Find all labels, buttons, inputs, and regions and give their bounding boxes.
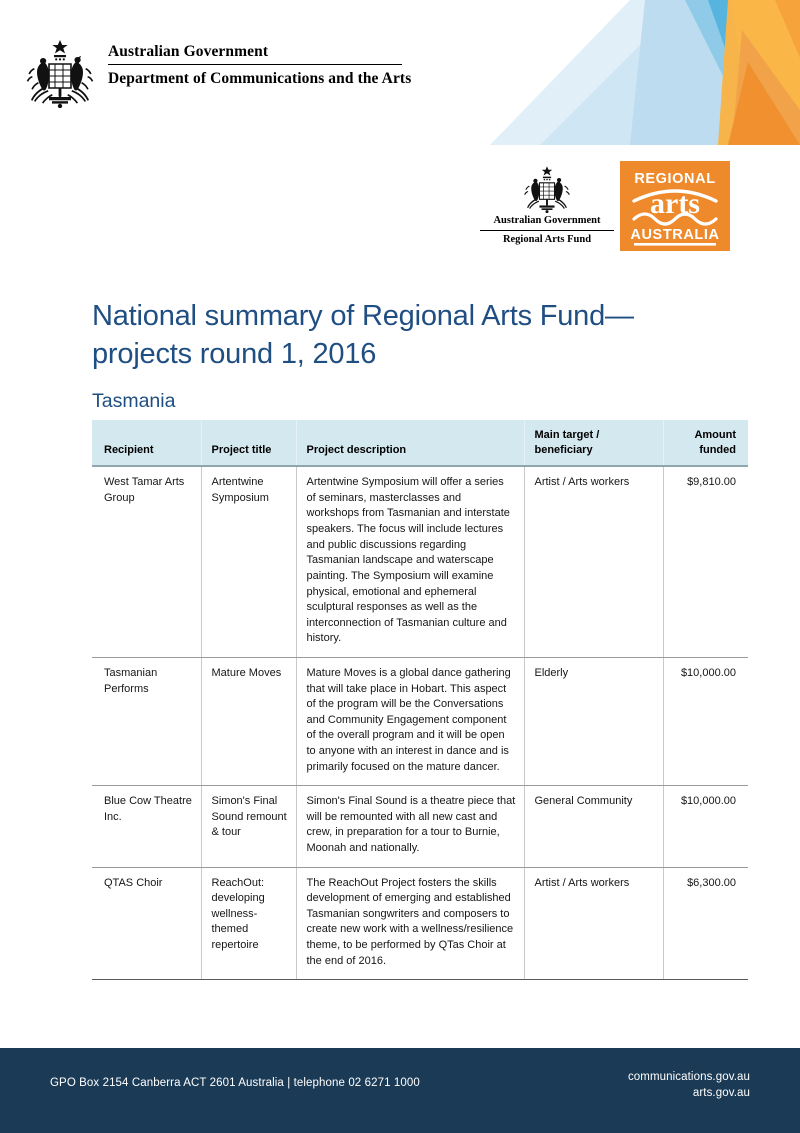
cell-project-title: Simon's Final Sound remount & tour: [201, 786, 296, 867]
page-header: [0, 0, 800, 150]
raf-program-line: Regional Arts Fund: [502, 234, 592, 245]
cell-recipient: QTAS Choir: [92, 867, 201, 980]
cell-project-description: Artentwine Symposium will offer a series of seminars, masterclasses and workshops from Tasmanian and interstate speakers. The focus will include lectures and public discussions regarding Tasmanian landscape and waterscape painting. The Symposium will examine physical, emotional and ephemeral sculptural responses as well as the interconnection of Tasmanian culture and history.: [296, 466, 524, 657]
column-header-main-target: Main target / beneficiary: [524, 420, 663, 466]
table-row: [92, 657, 748, 785]
australian-coat-of-arms-icon: [22, 38, 98, 108]
cell-main-target: Elderly: [524, 657, 663, 785]
footer-site-arts[interactable]: arts.gov.au: [692, 1086, 750, 1099]
government-wordmark: [108, 38, 411, 89]
table-body: [92, 466, 748, 980]
cell-project-title: Artentwine Symposium: [201, 466, 296, 657]
grants-table: [92, 420, 748, 980]
australian-coat-of-arms-icon: [480, 165, 614, 213]
cell-project-title: ReachOut: developing wellness-themed repertoire: [201, 867, 296, 980]
department-line: Department of Communications and the Arts: [108, 70, 412, 88]
footer-site-communications[interactable]: communications.gov.au: [627, 1071, 750, 1083]
svg-text:REGIONAL: REGIONAL: [634, 171, 716, 187]
svg-text:AUSTRALIA: AUSTRALIA: [630, 227, 720, 243]
footer-websites: [628, 1070, 750, 1101]
cell-main-target: General Community: [524, 786, 663, 867]
government-lockup: [22, 38, 411, 108]
program-logo-strip: [480, 160, 730, 252]
cell-recipient: Blue Cow Theatre Inc.: [92, 786, 201, 867]
page-title: National summary of Regional Arts Fund—projects round 1, 2016: [92, 300, 634, 370]
svg-text:arts: arts: [650, 187, 700, 220]
column-header-recipient: Recipient: [92, 420, 201, 466]
column-header-project-description: Project description: [296, 420, 524, 466]
page-subtitle: Tasmania: [92, 390, 176, 413]
cell-recipient: West Tamar Arts Group: [92, 466, 201, 657]
table-header: [92, 420, 748, 466]
column-header-amount-funded: Amount funded: [663, 420, 748, 466]
cell-project-description: The ReachOut Project fosters the skills development of emerging and established Tasmanian songwriters and composers to create new work with a wellness/resilience theme, to be performed by QTas Choir at the end of 2016.: [296, 867, 524, 980]
government-line: Australian Government: [108, 43, 269, 60]
cell-main-target: Artist / Arts workers: [524, 867, 663, 980]
cell-project-description: Mature Moves is a global dance gathering that will take place in Hobart. This aspect of the program will be the Conversations and Community Engagement component of the overall program and it will be open to anyone with an interest in dance and is primarily focused on the mature dancer.: [296, 657, 524, 785]
table-header-row: [92, 420, 748, 466]
cell-main-target: Artist / Arts workers: [524, 466, 663, 657]
cell-project-title: Mature Moves: [201, 657, 296, 785]
cell-amount-funded: $6,300.00: [663, 867, 748, 980]
table-row: [92, 466, 748, 657]
raf-divider: [480, 230, 614, 231]
regional-arts-australia-logo: [620, 161, 730, 251]
cell-amount-funded: $10,000.00: [663, 657, 748, 785]
footer-address: GPO Box 2154 Canberra ACT 2601 Australia | telephone 02 6271 1000: [50, 1077, 420, 1089]
cell-recipient: Tasmanian Performs: [92, 657, 201, 785]
cell-amount-funded: $9,810.00: [663, 466, 748, 657]
regional-arts-fund-lockup: [480, 165, 620, 246]
table-row: [92, 786, 748, 867]
decorative-ribbon-graphic: [480, 0, 800, 145]
raf-government-line: Australian Government: [493, 215, 601, 227]
table-row: [92, 867, 748, 980]
column-header-project-title: Project title: [201, 420, 296, 466]
cell-project-description: Simon's Final Sound is a theatre piece that will be remounted with all new cast and crew, in preparation for a tour to Burnie, Moonah and nationally.: [296, 786, 524, 867]
page-footer: [0, 1048, 800, 1133]
wordmark-divider: [108, 64, 402, 65]
cell-amount-funded: $10,000.00: [663, 786, 748, 867]
